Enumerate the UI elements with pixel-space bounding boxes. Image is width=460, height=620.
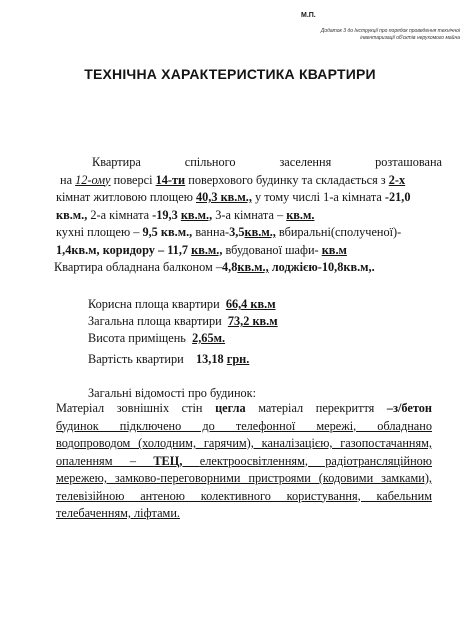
building-line-3: водопроводом (холодним, гарячим), каналізацією, газопостачанням, [56,436,432,450]
text: 2-а кімната [90,207,150,222]
building-line-2: будинок підключено до телефонної мережі, обладнано [56,418,432,433]
text: у тому числі 1-а кімната [254,190,382,204]
text: електроосвітленням, радіотрансляційною [199,453,432,468]
text: кв.м., [191,242,223,257]
storeys-value: 14-ти [155,172,186,187]
floor-value: 12-ому [75,172,111,187]
apartment-line-7 [54,259,442,277]
apartment-line-6 [56,242,442,260]
text: на [60,172,73,187]
total-area-value: 73,2 кв.м [227,314,278,328]
text: кв.м, коридору – [71,242,165,257]
room1-value: -21,0 [384,190,411,204]
building-line-4 [56,453,432,471]
apartment-line-4 [56,207,442,225]
apartment-line-5 [56,224,442,242]
text: ванна- [195,225,230,239]
height-label: Висота приміщень [88,331,186,345]
bath-value: 3,5 [229,225,245,239]
text: кв.м., [237,260,269,274]
useful-area-label: Корисна площа квартири [88,297,220,311]
document-title: ТЕХНІЧНА ХАРАКТЕРИСТИКА КВАРТИРИ [84,66,376,82]
ceiling-value: –з/бетон [386,401,432,415]
toilet-value: 1,4 [56,242,72,257]
header-note-line-1: Додаток 3 до Інструкції про порядок проведення технічної [320,28,460,34]
text: спільного [184,155,236,169]
text: кв.м., [56,207,88,222]
rooms-value: 2-х [388,172,406,187]
apartment-line-3 [56,189,442,207]
text: вбудованої шафи- [225,242,319,257]
height-row [88,330,278,347]
height-value: 2,65м. [192,331,226,345]
apartment-description [56,154,442,277]
text: лоджією- [271,260,322,274]
building-line-6: телевізійною антеною колективного користування, кабельним [56,488,432,503]
kitchen-value: 9,5 [142,225,158,239]
header-note [254,28,460,42]
text: кв.м., [180,207,213,222]
text: кухні площею – [56,225,140,239]
cost-label: Вартість квартири [88,352,184,366]
building-line-5: мережею, замково-переговорними пристроями (кодовими замками), [56,471,432,485]
useful-area-value: 66,4 кв.м [225,297,276,311]
text: розташована [375,155,443,169]
text: матеріал перекриття [258,401,375,415]
building-description [56,400,432,523]
cost-value: 13,18 [196,352,224,366]
building-line-1 [56,400,432,418]
area-summary [88,296,278,347]
text: кв.м., [160,225,193,239]
apartment-line-1 [56,154,442,172]
text: кв.м., [244,225,276,239]
text: поверсі [113,172,153,187]
text: заселення [279,155,332,169]
text: 3-а кімната – [215,207,284,222]
text: Квартира обладнана балконом – [54,260,222,274]
corridor-value: 11,7 [167,242,189,257]
room2-value: -19,3 [152,207,178,222]
living-area-value: 40,3 кв.м., [195,190,252,204]
stamp-label: М.П. [301,12,316,19]
room3-value: кв.м. [286,207,315,222]
cost-currency: грн. [226,352,250,366]
text: вбиральні(сполученої)- [278,225,402,239]
text: кімнат житловою площею [56,190,193,204]
total-area-label: Загальна площа квартири [88,314,222,328]
heating-value: ТЕЦ, [153,453,183,468]
text: Квартира [92,155,141,169]
text: поверхового будинку та складається з [188,172,386,187]
balcony-value: 4,8 [221,260,238,274]
general-info-heading: Загальні відомості про будинок: [88,386,257,400]
header-note-line-2: інвентаризації об'єктів нерухомого майна [360,35,460,41]
useful-area-row [88,296,278,313]
text: кв.м [321,242,347,257]
text: кв.м,. [343,260,375,274]
loggia-value: 10,8 [321,260,344,274]
total-area-row [88,313,278,330]
apartment-line-2 [60,172,442,190]
building-line-7: телебаченням, ліфтами. [56,506,180,520]
text: Матеріал зовнішніх стін [56,401,203,415]
walls-value: цегла [215,401,246,415]
cost-row [88,352,249,367]
text: опаленням – [56,453,136,468]
